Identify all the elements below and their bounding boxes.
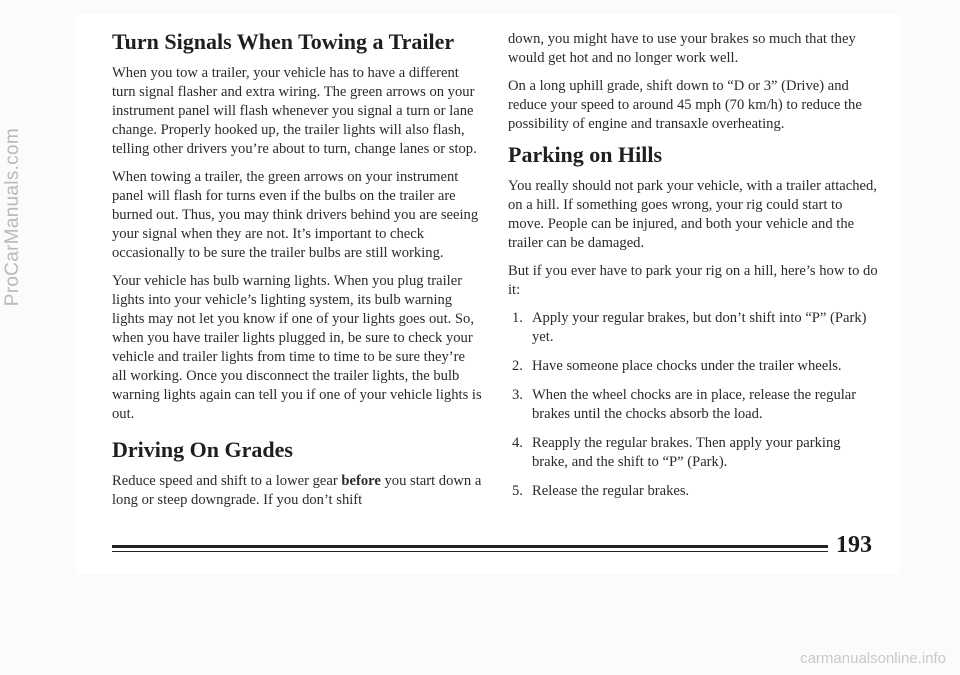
list-item — [508, 434, 878, 472]
paragraph: You really should not park your vehicle, with a trailer attached, on a hill. If something goes wrong, your rig could start to move. People can be injured, and both your vehicle and the trailer can be damaged. — [508, 178, 877, 251]
step-text: Apply your regular brakes, but don’t shift into “P” (Park) yet. — [532, 310, 867, 345]
footer-rule-thick — [112, 545, 828, 548]
parking-steps-list — [508, 309, 878, 501]
side-watermark: ProCarManuals.com — [2, 128, 23, 307]
bottom-watermark: carmanualsonline.info — [800, 650, 946, 667]
step-text: Release the regular brakes. — [532, 483, 690, 499]
paragraph: But if you ever have to park your rig on a hill, here’s how to do it: — [508, 263, 878, 298]
text-segment: you start down a long or steep downgrade. If you don’t shift — [112, 473, 482, 508]
footer-rule-thin — [112, 551, 828, 552]
step-number: 3. — [512, 387, 523, 403]
right-column — [508, 30, 878, 511]
step-number: 5. — [512, 483, 523, 499]
paragraph-driving-grades — [112, 472, 482, 510]
heading-driving-grades: Driving On Grades — [112, 437, 293, 462]
step-number: 2. — [512, 358, 523, 374]
list-item — [508, 482, 878, 501]
list-item — [508, 386, 878, 424]
left-column — [112, 30, 482, 519]
heading-turn-signals: Turn Signals When Towing a Trailer — [112, 29, 455, 54]
text-segment: Reduce speed and shift to a lower gear — [112, 473, 338, 489]
paragraph: Your vehicle has bulb warning lights. When you plug trailer lights into your vehicle’s lighting system, its bulb warning lights may not let you know if one of your lights goes out. So, when you have trailer lights plugged in, be sure to check your vehicle and trailer lights from time to time to be sure they’re all working. Once you disconnect the trailer lights, the bulb warning lights again can tell you if one of your vehicle lights is out. — [112, 273, 482, 422]
step-text: Reapply the regular brakes. Then apply your parking brake, and the shift to “P” (Park). — [532, 435, 841, 470]
page-number: 193 — [836, 532, 872, 558]
step-text: Have someone place chocks under the trailer wheels. — [532, 358, 842, 374]
footer-rule — [112, 545, 828, 552]
paragraph: On a long uphill grade, shift down to “D or 3” (Drive) and reduce your speed to around 45 mph (70 km/h) to reduce the possibility of engine and transaxle overheating. — [508, 78, 862, 132]
list-item — [508, 357, 878, 376]
step-text: When the wheel chocks are in place, release the regular brakes until the chocks absorb the load. — [532, 387, 857, 422]
list-item — [508, 309, 878, 347]
paragraph: When towing a trailer, the green arrows on your instrument panel will flash for turns even if the bulbs on the trailer are burned out. Thus, you may think drivers behind you are seeing your signal when they are not. It’s important to check occasionally to be sure the trailer bulbs are still working. — [112, 169, 479, 261]
heading-parking-on-hills: Parking on Hills — [508, 142, 663, 167]
emphasis-before: before — [341, 473, 381, 489]
step-number: 4. — [512, 435, 523, 451]
paragraph: down, you might have to use your brakes so much that they would get hot and no longer work well. — [508, 31, 856, 66]
paragraph: When you tow a trailer, your vehicle has to have a different turn signal flasher and extra wiring. The green arrows on your instrument panel will flash whenever you signal a turn or lane change. Properly hooked up, the trailer lights will also flash, telling other drivers you’re about to turn, change lanes or stop. — [112, 65, 477, 157]
step-number: 1. — [512, 310, 523, 326]
